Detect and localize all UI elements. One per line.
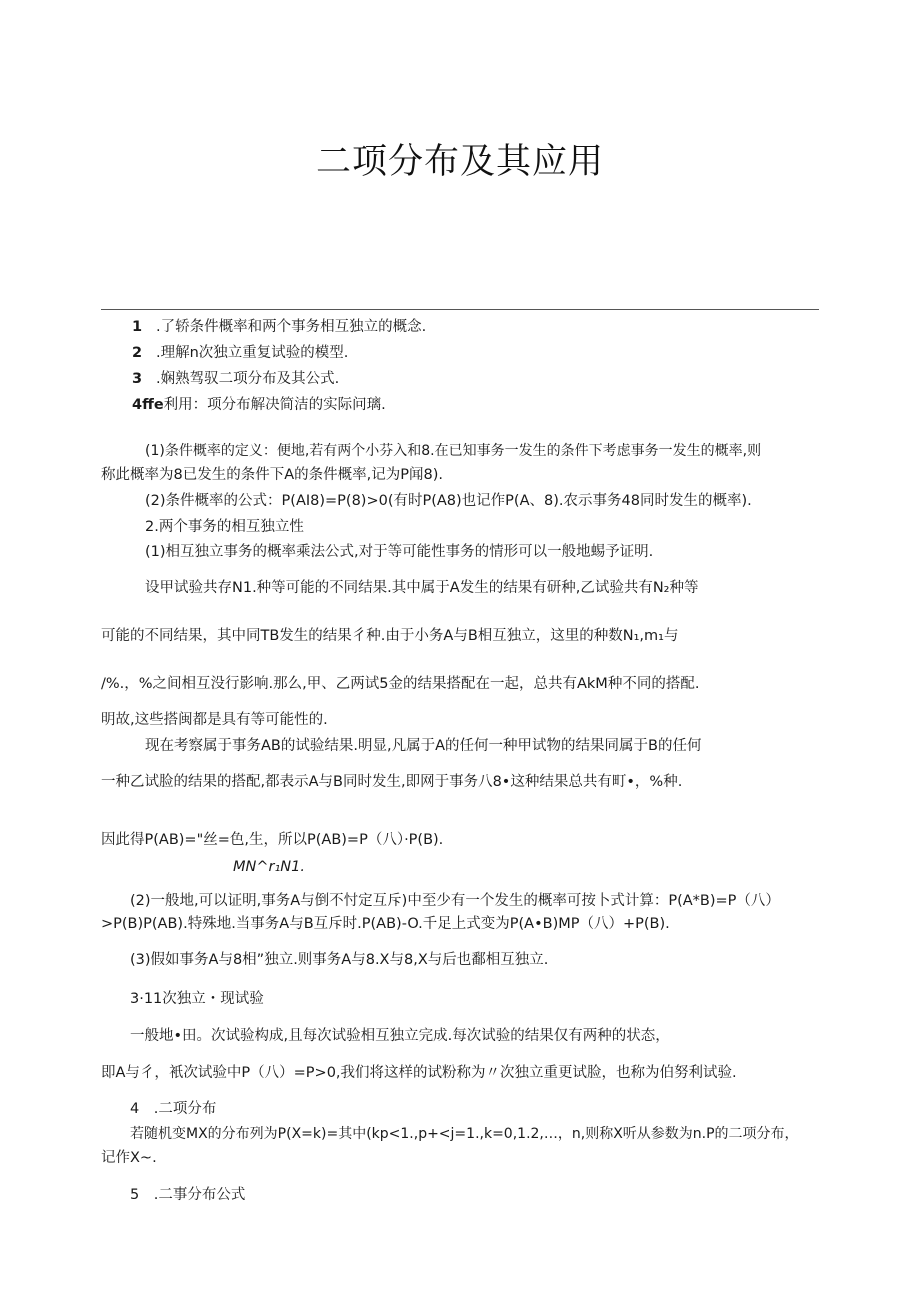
objective-text: .理解n次独立重复试验的模型. bbox=[156, 345, 349, 361]
objective-item-2 bbox=[132, 343, 348, 363]
objective-number: 4ffe bbox=[132, 397, 164, 413]
objective-text: 利用：项分布解决简洁的实际问璃. bbox=[163, 397, 386, 413]
formula-line: 因此得P(AB)="丝=色,生，所以P(AB)=P（八）·P(B). bbox=[101, 832, 444, 848]
objective-text: .娴熟驾驭二项分布及其公式. bbox=[156, 371, 340, 387]
paragraph-line: 若随机变MX的分布列为P(X=k)=其中(kp<1.,p+<j=1.,k=0,1.2,…，n,则称X听从参数为n.P的二项分布， bbox=[130, 1126, 799, 1142]
section-heading: 2.两个事务的相互独立性 bbox=[145, 519, 304, 535]
paragraph-line: 称此概率为8已发生的条件下A的条件概率,记为P闻8). bbox=[101, 467, 443, 483]
paragraph-line: (2)条件概率的公式：P(AI8)=P(8)>0(有时P(A8)也记作P(A、8).农示事务48同时发生的概率). bbox=[145, 493, 752, 509]
paragraph-line: 记作X~. bbox=[101, 1150, 157, 1166]
paragraph-line: 一种乙试脸的结果的搭配,都表示A与B同时发生,即网于事务八8•这种结果总共有町•，%种. bbox=[101, 774, 683, 790]
paragraph-line: (1)相互独立事务的概率乘法公式,对于等可能性事务的情形可以一般地蜴予证明. bbox=[145, 544, 654, 560]
paragraph-line: 可能的不同结果，其中同TB发生的结果彳种.由于小务A与B相互独立，这里的种数N₁,m₁与 bbox=[101, 628, 679, 644]
objective-number: 3 bbox=[132, 371, 143, 387]
paragraph-line: >P(B)P(AB).特殊地.当事务A与B互斥时.P(AB)-O.千足上式变为P(A•B)MP（八）+P(B). bbox=[101, 916, 670, 932]
objective-number: 1 bbox=[132, 319, 143, 335]
paragraph-line: (1)条件概率的定义：便地,若有两个小芬入和8.在已知事务一发生的条件下考虑事务一发生的概率,则 bbox=[145, 443, 762, 459]
section-heading: 5 .二事分布公式 bbox=[130, 1187, 246, 1203]
objective-item-4 bbox=[132, 395, 386, 415]
section-heading: 3·11次独立・现试验 bbox=[130, 991, 264, 1007]
paragraph-line: (3)假如事务A与8相”独立.则事务A与8.X与8,X与后也鄱相互独立. bbox=[130, 952, 549, 968]
paragraph-line: 现在考察属于事务AB的试验结果.明显,凡属于A的任何一种甲试物的结果同属于B的任何 bbox=[145, 738, 702, 754]
paragraph-line: (2)一般地,可以证明,事务A与倒不忖定互斥)中至少有一个发生的概率可按卜式计算：P(A*B)=P（八） bbox=[130, 893, 780, 909]
paragraph-line: 设甲试验共存N1.种等可能的不同结果.其中属于A发生的结果有研种,乙试验共有N₂种等 bbox=[145, 580, 699, 596]
objective-number: 2 bbox=[132, 345, 143, 361]
divider bbox=[101, 309, 819, 310]
objective-text: .了轿条件概率和两个事务相互独立的概念. bbox=[156, 319, 427, 335]
paragraph-line: 明故,这些搭闽都是具有等可能性的. bbox=[101, 712, 328, 728]
page-title: 二项分布及其应用 bbox=[315, 142, 604, 182]
formula-fragment: MN^r₁N1. bbox=[233, 859, 305, 875]
objective-item-1 bbox=[132, 317, 426, 337]
objective-item-3 bbox=[132, 369, 339, 389]
paragraph-line: /%.，%之间相互没行影响.那么,甲、乙两试5金的结果搭配在一起，总共有AkM种不同的搭配. bbox=[101, 676, 700, 692]
paragraph-line: 即A与彳，衹次试验中P（八）=P>0,我们将这样的试粉称为〃次独立重更试脸，也称为伯努利试验. bbox=[101, 1065, 737, 1081]
paragraph-line: 一般地•田。次试验构成,且每次试验相互独立完成.每次试验的结果仅有两种的状态， bbox=[130, 1028, 670, 1044]
section-heading: 4 .二项分布 bbox=[130, 1101, 217, 1117]
